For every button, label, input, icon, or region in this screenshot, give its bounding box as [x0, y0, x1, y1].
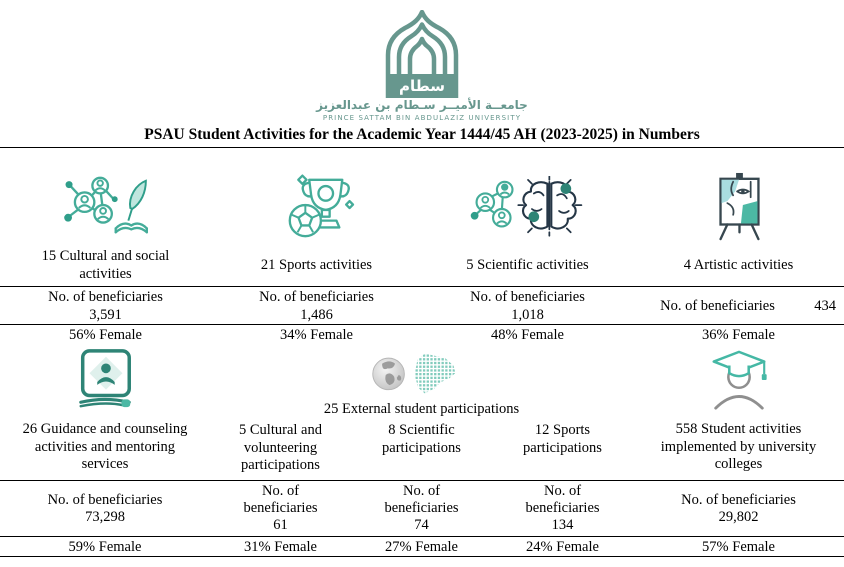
sub-label-scientific [351, 419, 492, 480]
university-logo [0, 10, 844, 123]
section1-beneficiaries-row [0, 287, 844, 325]
beneficiaries-label: No. of beneficiaries [470, 288, 585, 305]
beneficiaries-cell [351, 481, 492, 536]
activity-label-text: 21 Sports activities [260, 256, 373, 273]
external-participations-label: 25 External student participations [323, 401, 520, 417]
beneficiaries-value: 73,298 [85, 508, 125, 525]
card-sports [211, 148, 422, 286]
activity-label [16, 415, 194, 480]
activity-label-text: 5 Scientific activities [466, 256, 589, 273]
activity-label-text: 5 Cultural and volunteering participations [239, 422, 322, 473]
card-university-colleges [633, 345, 844, 480]
card-scientific [422, 148, 633, 286]
card-artistic [633, 148, 844, 286]
logo-arabic-name: جامعــة الأميــر سـطام بن عبدالعزيز [316, 98, 528, 112]
beneficiaries-cell [0, 481, 210, 536]
female-percentage: 48% Female [491, 327, 564, 343]
activity-label-text: 558 Student activities implemented by university colleges [660, 421, 817, 473]
beneficiaries-label: No. of beneficiaries [525, 483, 600, 516]
female-percentage: 34% Female [280, 327, 353, 343]
beneficiaries-label: No. of beneficiaries [681, 491, 796, 508]
beneficiaries-value: 3,591 [89, 306, 122, 323]
sub-label-cultural-volunteering [210, 419, 351, 480]
card-external-participations [210, 345, 633, 419]
section1-activities-row [0, 148, 844, 287]
card-guidance-counseling [0, 345, 210, 480]
beneficiaries-cell [211, 287, 422, 324]
beneficiaries-label: No. of beneficiaries [243, 483, 318, 516]
beneficiaries-label: No. of beneficiaries [259, 288, 374, 305]
beneficiaries-label: No. of beneficiaries [47, 491, 163, 508]
activity-label [653, 415, 825, 480]
beneficiaries-cell [0, 287, 211, 324]
beneficiaries-cell [422, 287, 633, 324]
activity-label [466, 245, 588, 286]
section2-beneficiaries-row [0, 481, 844, 537]
header [0, 0, 844, 148]
beneficiaries-value: 61 [273, 517, 288, 533]
card-cultural-social [0, 148, 211, 286]
scientific-icon [464, 148, 592, 245]
beneficiaries-cell [210, 481, 351, 536]
section2-activities-row [0, 345, 844, 481]
activity-label [30, 245, 182, 286]
activity-label-text: 26 Guidance and counseling activities and mentoring services [22, 421, 188, 473]
beneficiaries-value: 434 [814, 297, 836, 314]
section2-female-row [0, 537, 844, 557]
beneficiaries-value: 74 [414, 517, 429, 533]
beneficiaries-value: 1,018 [511, 306, 544, 323]
activity-label-text: 12 Sports participations [523, 422, 602, 456]
university-arch-icon [374, 10, 470, 98]
female-percentage: 56% Female [69, 327, 142, 343]
activity-label-text: 4 Artistic activities [683, 256, 794, 273]
university-colleges-icon [707, 345, 771, 415]
sports-icon [279, 148, 355, 245]
cultural-social-icon [58, 148, 154, 245]
female-percentage: 31% Female [244, 538, 317, 555]
beneficiaries-value: 29,802 [718, 508, 759, 525]
beneficiaries-value: 1,486 [300, 306, 333, 323]
section1-female-row [0, 325, 844, 345]
beneficiaries-cell [633, 287, 844, 324]
activity-label [261, 245, 372, 286]
activity-label [684, 245, 794, 286]
female-percentage: 24% Female [526, 538, 599, 555]
beneficiaries-value: 134 [551, 517, 574, 533]
female-percentage: 59% Female [68, 538, 142, 555]
beneficiaries-cell [633, 481, 844, 536]
beneficiaries-label: No. of beneficiaries [660, 297, 775, 314]
beneficiaries-cell [492, 481, 633, 536]
activity-label-text: 8 Scientific participations [382, 422, 461, 456]
female-percentage: 27% Female [385, 538, 458, 555]
artistic-icon [703, 148, 775, 245]
logo-emblem-word: سطام [399, 77, 445, 95]
logo-english-name: PRINCE SATTAM BIN ABDULAZIZ UNIVERSITY [322, 114, 522, 122]
beneficiaries-label: No. of beneficiaries [384, 483, 459, 516]
female-percentage: 36% Female [702, 327, 775, 343]
sub-label-sports [492, 419, 633, 480]
beneficiaries-label: No. of beneficiaries [48, 288, 163, 305]
guidance-counseling-icon [72, 345, 138, 415]
female-percentage: 57% Female [702, 538, 775, 555]
page-title: PSAU Student Activities for the Academic Year 1444/45 AH (2023-2025) in Numbers [0, 125, 844, 148]
activity-label-text: 15 Cultural and social activities [41, 248, 170, 282]
external-participations-icon [361, 345, 483, 399]
